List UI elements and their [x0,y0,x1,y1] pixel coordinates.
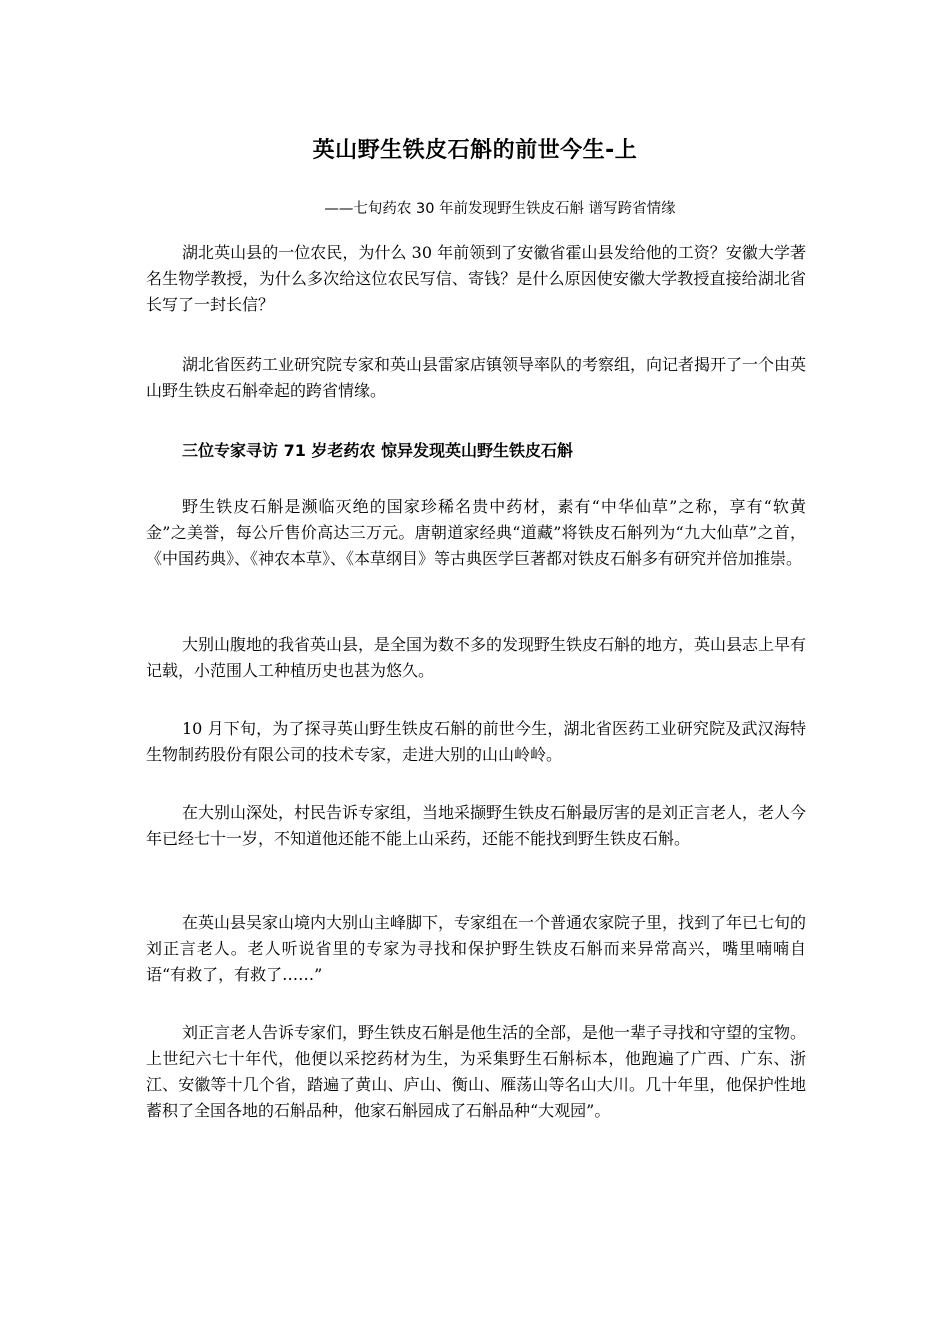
paragraph: 在英山县吴家山境内大别山主峰脚下，专家组在一个普通农家院子里，找到了年已七旬的刘正言老人。老人听说省里的专家为寻找和保护野生铁皮石斛而来异常高兴，嘴里喃喃自语“有救了，有救了……” [146,913,807,984]
article-title: 英山野生铁皮石斛的前世今生-上 [312,138,638,163]
paragraph: 湖北省医药工业研究院专家和英山县雷家店镇领导率队的考察组，向记者揭开了一个由英山野生铁皮石斛牵起的跨省情缘。 [146,355,807,400]
paragraph: 大别山腹地的我省英山县，是全国为数不多的发现野生铁皮石斛的地方，英山县志上早有记载，小范围人工种植历史也甚为悠久。 [146,635,807,680]
paragraph: 湖北英山县的一位农民，为什么 30 年前领到了安徽省霍山县发给他的工资？安徽大学著名生物学教授，为什么多次给这位农民写信、寄钱？是什么原因使安徽大学教授直接给湖北省长写了一封长信？ [146,243,806,314]
article-subtitle: ——七旬药农 30 年前发现野生铁皮石斛 谱写跨省情缘 [324,201,676,217]
paragraph: 刘正言老人告诉专家们，野生铁皮石斛是他生活的全部，是他一辈子寻找和守望的宝物。上世纪六七十年代，他便以采挖药材为生，为采集野生石斛标本，他跑遍了广西、广东、浙江、安徽等十几个省，踏遍了黄山、庐山、衡山、雁荡山等名山大川。几十年里，他保护性地蓄积了全国各地的石斛品种，他家石斛园成了石斛品种“大观园”。 [146,1023,807,1120]
paragraph: 野生铁皮石斛是濒临灭绝的国家珍稀名贵中药材，素有“中华仙草”之称，享有“软黄金”之美誉，每公斤售价高达三万元。唐朝道家经典“道藏”将铁皮石斛列为“九大仙草”之首，《中国药典》、《神农本草》、《本草纲目》等古典医学巨著都对铁皮石斛多有研究并倍加推崇。 [146,497,806,568]
paragraph: 在大别山深处，村民告诉专家组，当地采撷野生铁皮石斛最厉害的是刘正言老人，老人今年已经七十一岁，不知道他还能不能上山采药，还能不能找到野生铁皮石斛。 [146,803,807,848]
paragraph: 10 月下旬，为了探寻英山野生铁皮石斛的前世今生，湖北省医药工业研究院及武汉海特生物制药股份有限公司的技术专家，走进大别的山山岭岭。 [146,719,806,764]
section-heading: 三位专家寻访 71 岁老药农 惊异发现英山野生铁皮石斛 [182,441,573,460]
